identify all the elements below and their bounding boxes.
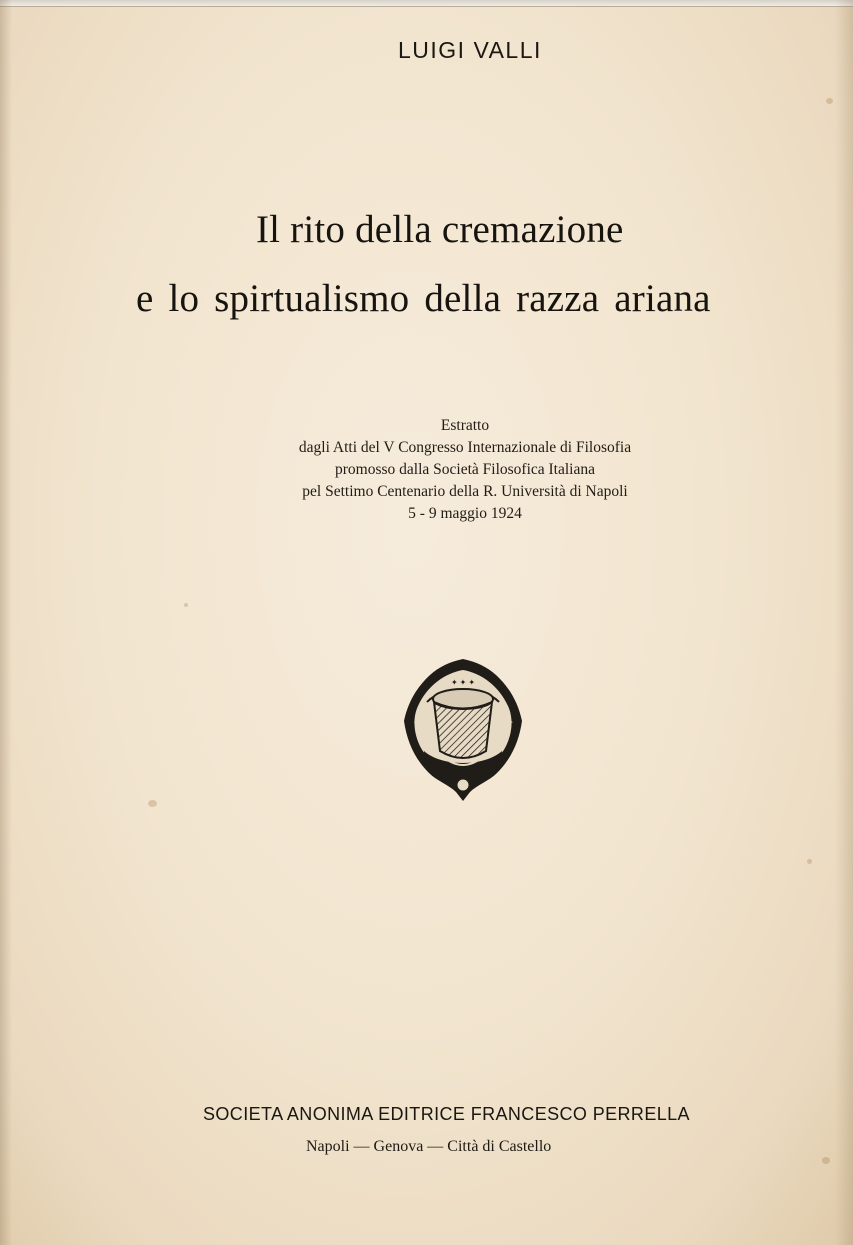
congress-line: dagli Atti del V Congresso Internazionale di Filosofia xyxy=(298,439,632,456)
svg-text:✦ ✦ ✦: ✦ ✦ ✦ xyxy=(450,678,476,687)
svg-text:✦: ✦ xyxy=(507,718,514,727)
page-left-shadow xyxy=(0,0,12,1245)
date-line: 5 - 9 maggio 1924 xyxy=(408,505,522,522)
paper-stain xyxy=(184,603,188,607)
paper-stain xyxy=(826,98,833,104)
paper-stain xyxy=(822,1157,830,1164)
university-line: pel Settimo Centenario della R. Università di Napoli xyxy=(302,483,628,500)
svg-text:✦: ✦ xyxy=(413,718,420,727)
page-top-edge xyxy=(0,0,853,7)
paper-stain xyxy=(148,800,157,807)
title-line-1: Il rito della cremazione xyxy=(256,208,624,251)
publisher-emblem-icon xyxy=(400,655,526,805)
extract-note xyxy=(250,415,680,525)
title-line-2: e lo spirtualismo della razza ariana xyxy=(136,277,711,320)
page-right-shadow xyxy=(835,0,853,1245)
society-line: promosso dalla Società Filosofica Italiana xyxy=(335,461,595,478)
paper-stain xyxy=(807,859,812,864)
publisher-cities: Napoli — Genova — Città di Castello xyxy=(306,1138,552,1155)
publisher-name: SOCIETA ANONIMA EDITRICE FRANCESCO PERRELLA xyxy=(203,1104,690,1124)
author-name: LUIGI VALLI xyxy=(398,37,542,63)
extract-label: Estratto xyxy=(440,417,490,434)
